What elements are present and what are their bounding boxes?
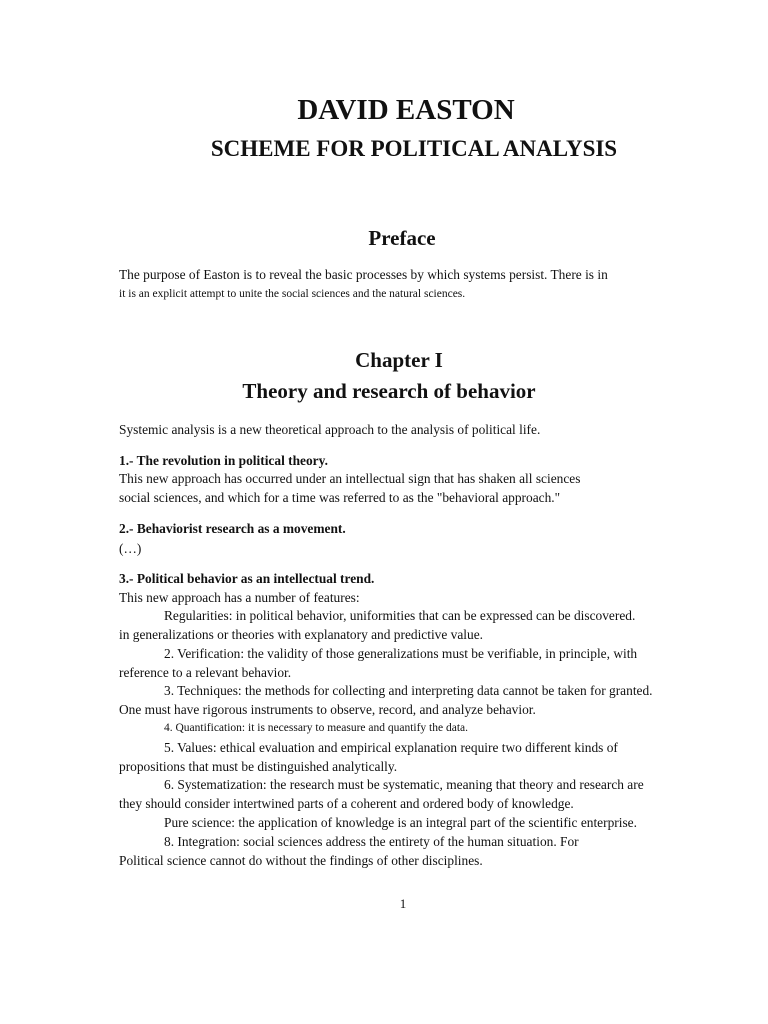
section-1-line-2: social sciences, and which for a time was referred to as the "behavioral approach." — [119, 490, 561, 505]
feature-8-line-2: Political science cannot do without the findings of other disciplines. — [119, 853, 483, 868]
feature-1-line-1: Regularities: in political behavior, uniformities that can be expressed can be discovered. — [164, 608, 636, 623]
feature-6-line-1: 6. Systematization: the research must be systematic, meaning that theory and research are — [164, 777, 644, 792]
section-2-heading: 2.- Behaviorist research as a movement. — [119, 521, 346, 536]
chapter-intro: Systemic analysis is a new theoretical approach to the analysis of political life. — [119, 422, 541, 437]
page-number: 1 — [399, 896, 407, 911]
chapter-number: Chapter I — [355, 348, 443, 372]
feature-2-line-2: reference to a relevant behavior. — [119, 665, 292, 680]
feature-8-line-1: 8. Integration: social sciences address the entirety of the human situation. For — [164, 834, 579, 849]
feature-6-line-2: they should consider intertwined parts of a coherent and ordered body of knowledge. — [119, 796, 574, 811]
feature-2-line-1: 2. Verification: the validity of those generalizations must be verifiable, in principle, with — [164, 646, 638, 661]
feature-5-line-2: propositions that must be distinguished analytically. — [119, 759, 398, 774]
chapter-title: Theory and research of behavior — [242, 379, 536, 403]
feature-1-line-2: in generalizations or theories with explanatory and predictive value. — [119, 627, 484, 642]
section-1-heading: 1.- The revolution in political theory. — [119, 453, 328, 468]
section-3-heading: 3.- Political behavior as an intellectual trend. — [119, 571, 375, 586]
preface-line-2: it is an explicit attempt to unite the social sciences and the natural sciences. — [119, 288, 466, 300]
feature-7: Pure science: the application of knowledge is an integral part of the scientific enterprise. — [164, 815, 637, 830]
feature-3-line-1: 3. Techniques: the methods for collecting and interpreting data cannot be taken for granted. — [164, 683, 653, 698]
preface-line-1: The purpose of Easton is to reveal the basic processes by which systems persist. There is in — [119, 267, 608, 282]
section-3-intro: This new approach has a number of features: — [119, 590, 360, 605]
feature-5-line-1: 5. Values: ethical evaluation and empirical explanation require two different kinds of — [164, 740, 618, 755]
feature-4: 4. Quantification: it is necessary to measure and quantify the data. — [164, 722, 469, 734]
section-1-line-1: This new approach has occurred under an intellectual sign that has shaken all sciences — [119, 471, 581, 486]
preface-heading: Preface — [368, 226, 436, 250]
document-title: DAVID EASTON — [297, 94, 515, 126]
document-subtitle: SCHEME FOR POLITICAL ANALYSIS — [210, 136, 618, 161]
feature-3-line-2: One must have rigorous instruments to observe, record, and analyze behavior. — [119, 702, 536, 717]
section-2-line-1: (…) — [119, 541, 142, 556]
